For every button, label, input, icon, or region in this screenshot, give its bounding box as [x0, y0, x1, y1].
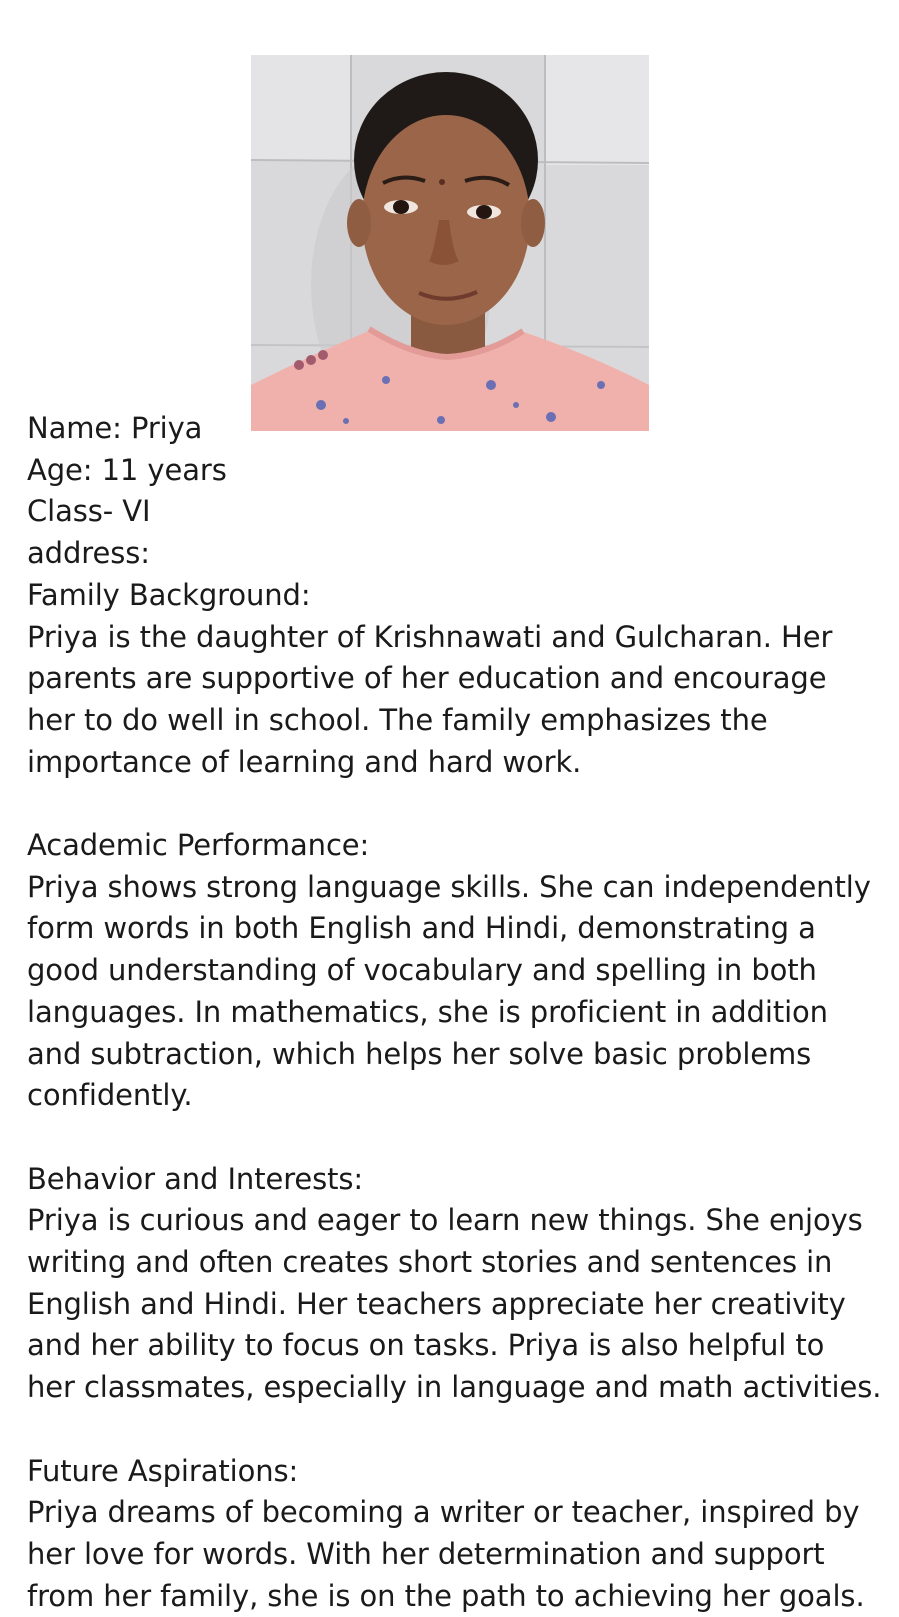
paragraph-line: confidently. — [27, 1078, 193, 1113]
paragraph-line: from her family, she is on the path to achieving her goals. — [27, 1578, 865, 1613]
paragraph-line: Priya is curious and eager to learn new things. She enjoys — [27, 1203, 863, 1238]
class-line: Class- VI — [27, 494, 151, 529]
paragraph-line: good understanding of vocabulary and spelling in both — [27, 953, 817, 988]
student-photo — [251, 55, 649, 431]
section-heading: Academic Performance: — [27, 828, 370, 863]
paragraph-line: her love for words. With her determination and support — [27, 1536, 825, 1571]
section-heading: Future Aspirations: — [27, 1453, 299, 1488]
paragraph-line: her to do well in school. The family emphasizes the — [27, 702, 768, 737]
paragraph-line: importance of learning and hard work. — [27, 744, 582, 779]
paragraph-spacer — [27, 1409, 889, 1451]
paragraph-line: writing and often creates short stories and sentences in — [27, 1245, 833, 1280]
paragraph-line: and subtraction, which helps her solve basic problems — [27, 1036, 812, 1071]
paragraph-line: Priya shows strong language skills. She can independently — [27, 869, 871, 904]
paragraph-line: Priya dreams of becoming a writer or teacher, inspired by — [27, 1495, 860, 1530]
address-line: address: — [27, 536, 150, 571]
paragraph-line: languages. In mathematics, she is proficient in addition — [27, 994, 828, 1029]
section-heading: Family Background: — [27, 577, 311, 612]
paragraph-line: parents are supportive of her education and encourage — [27, 661, 827, 696]
paragraph-spacer — [27, 783, 889, 825]
paragraph-line: her classmates, especially in language and math activities. — [27, 1370, 882, 1405]
paragraph-spacer — [27, 1117, 889, 1159]
section-heading: Behavior and Interests: — [27, 1161, 364, 1196]
profile-text — [27, 408, 889, 1617]
age-line: Age: 11 years — [27, 452, 227, 487]
paragraph-line: form words in both English and Hindi, demonstrating a — [27, 911, 816, 946]
name-line: Name: Priya — [27, 411, 203, 445]
paragraph-line: Priya is the daughter of Krishnawati and Gulcharan. Her — [27, 619, 833, 654]
paragraph-line: and her ability to focus on tasks. Priya is also helpful to — [27, 1328, 825, 1363]
paragraph-line: English and Hindi. Her teachers appreciate her creativity — [27, 1286, 846, 1321]
